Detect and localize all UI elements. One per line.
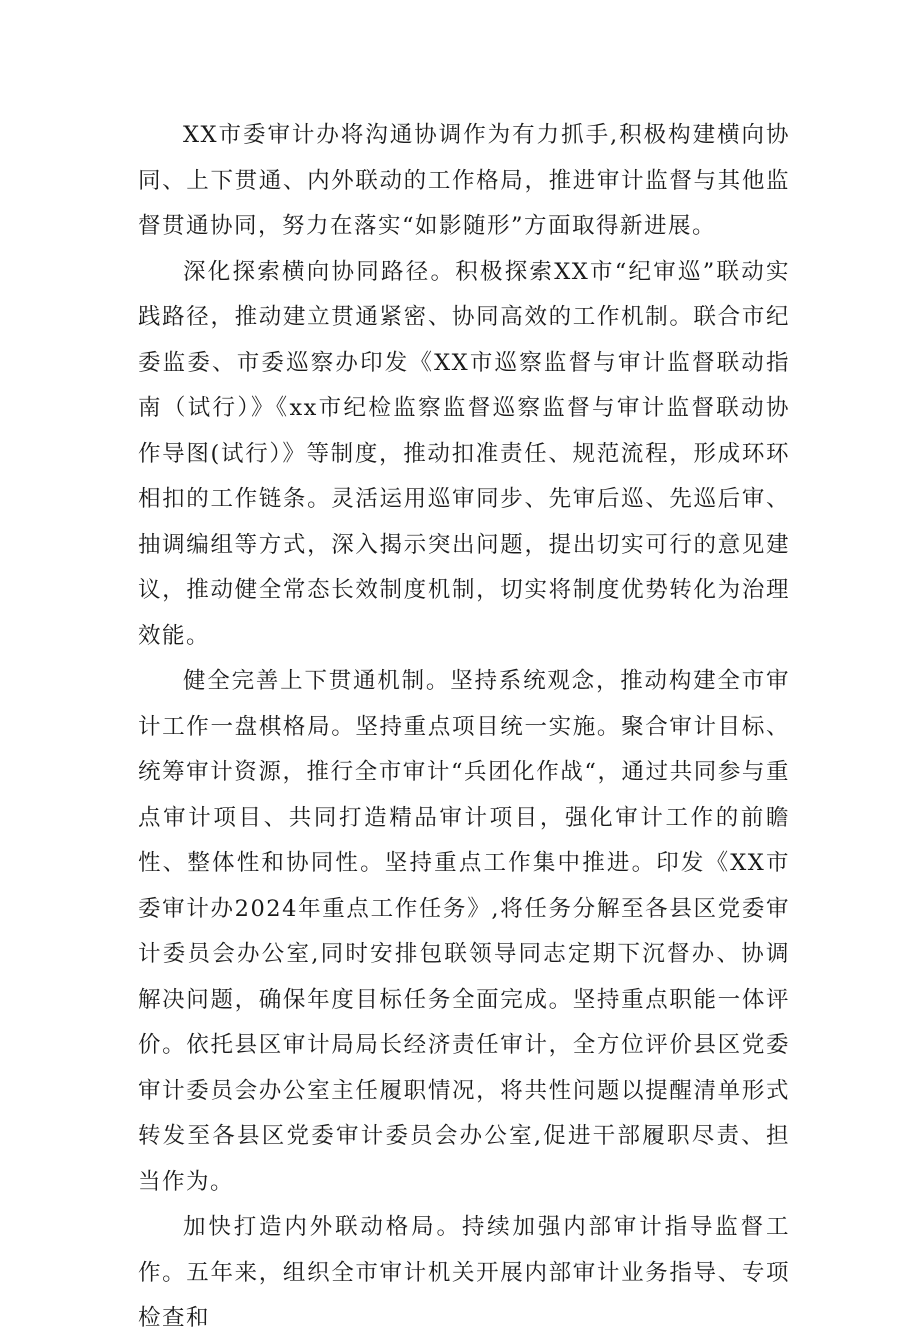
paragraph-intro: XX市委审计办将沟通协调作为有力抓手,积极构建横向协同、上下贯通、内外联动的工作格局，推进审计监督与其他监督贯通协同，努力在落实“如影随形”方面取得新进展。 xyxy=(138,122,790,239)
paragraph-horizontal-coordination: 深化探索横向协同路径。积极探索XX市“纪审巡”联动实践路径，推动建立贯通紧密、协同高效的工作机制。联合市纪委监委、市委巡察办印发《XX市巡察监督与审计监督联动指南（试行）》《xx市纪检监察监督巡察监督与审计监督联动协作导图(试行）》等制度，推动扣准责任、规范流程，形成环环相扣的工作链条。灵活运用巡审同步、先审后巡、先巡后审、抽调编组等方式，深入揭示突出问题，提出切实可行的意见建议，推动健全常态长效制度机制，切实将制度优势转化为治理效能。 xyxy=(138,258,790,649)
paragraph-vertical-integration: 健全完善上下贯通机制。坚持系统观念，推动构建全市审计工作一盘棋格局。坚持重点项目统一实施。聚合审计目标、统筹审计资源，推行全市审计“兵团化作战“，通过共同参与重点审计项目、共同打造精品审计项目，强化审计工作的前瞻性、整体性和协同性。坚持重点工作集中推进。印发《XX市委审计办2024年重点工作任务》,将任务分解至各县区党委审计委员会办公室,同时安排包联领导同志定期下沉督办、协调解决问题，确保年度目标任务全面完成。坚持重点职能一体评价。依托县区审计局局长经济责任审计，全方位评价县区党委审计委员会办公室主任履职情况，将共性问题以提醒清单形式转发至各县区党委审计委员会办公室,促进干部履职尽责、担当作为。 xyxy=(138,668,790,1195)
document-body xyxy=(138,113,790,1342)
paragraph-internal-external-linkage: 加快打造内外联动格局。持续加强内部审计指导监督工作。五年来，组织全市审计机关开展内部审计业务指导、专项检查和 xyxy=(138,1214,790,1331)
